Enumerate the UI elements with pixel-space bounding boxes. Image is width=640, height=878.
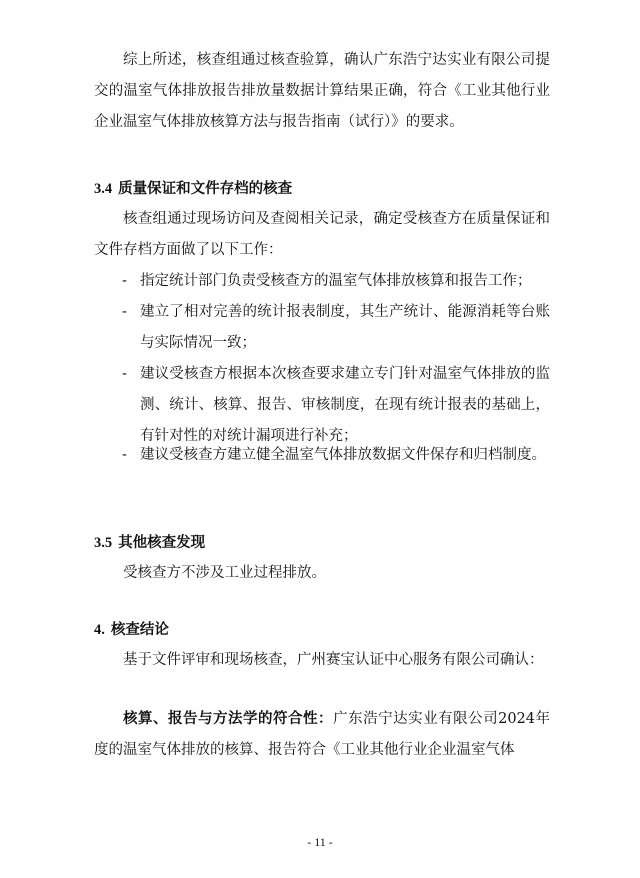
- list-item: [122, 440, 550, 471]
- section-3-5-title: 其他核查发现: [118, 535, 206, 551]
- section-4-heading: [94, 615, 550, 646]
- page-number: - 11 -: [307, 835, 333, 849]
- conformity-label: 核算、报告与方法学的符合性：: [123, 711, 334, 727]
- conformity-paragraph: [94, 704, 550, 766]
- list-item: [122, 266, 550, 297]
- section-3-4-number: 3.4: [94, 181, 113, 197]
- section-4-title: 核查结论: [110, 622, 169, 638]
- list-item-text: 建议受核查方建立健全温室气体排放数据文件保存和归档制度。: [140, 447, 546, 463]
- conformity-text: 广东浩宁达实业有限公司2024年度的温室气体排放的核算、报告符合《工业其他行业企业温室气体: [94, 711, 551, 758]
- section-3-4-title: 质量保证和文件存档的核查: [118, 181, 293, 197]
- bullet-marker: -: [122, 366, 127, 382]
- bullet-marker: -: [122, 304, 127, 320]
- section-3-4-intro: 核查组通过现场访问及查阅相关记录，确定受核查方在质量保证和文件存档方面做了以下工作：: [94, 211, 550, 258]
- section-3-5-number: 3.5: [94, 535, 113, 551]
- conclusion-paragraph: 综上所述，核查组通过核查验算，确认广东浩宁达实业有限公司提交的温室气体排放报告排放量数据计算结果正确，符合《工业其他行业企业温室气体排放核算方法与报告指南（试行）》的要求。: [94, 52, 550, 130]
- bullet-marker: -: [122, 273, 127, 289]
- section-4-number: 4.: [94, 622, 105, 638]
- section-4-intro: 基于文件评审和现场核查，广州赛宝认证中心服务有限公司确认：: [123, 652, 544, 668]
- section-3-5-body: 受核查方不涉及工业过程排放。: [123, 565, 326, 581]
- list-item-text: 建立了相对完善的统计报表制度，其生产统计、能源消耗等台账与实际情况一致；: [140, 304, 550, 351]
- section-3-4-heading: [94, 174, 550, 205]
- list-item: [122, 297, 550, 359]
- list-item: [122, 359, 550, 452]
- section-3-5-heading: [94, 528, 550, 559]
- bullet-marker: -: [122, 447, 127, 463]
- list-item-text: 指定统计部门负责受核查方的温室气体排放核算和报告工作；: [140, 273, 532, 289]
- list-item-text: 建议受核查方根据本次核查要求建立专门针对温室气体排放的监测、统计、核算、报告、审核制度，在现有统计报表的基础上，有针对性的对统计漏项进行补充；: [140, 366, 550, 444]
